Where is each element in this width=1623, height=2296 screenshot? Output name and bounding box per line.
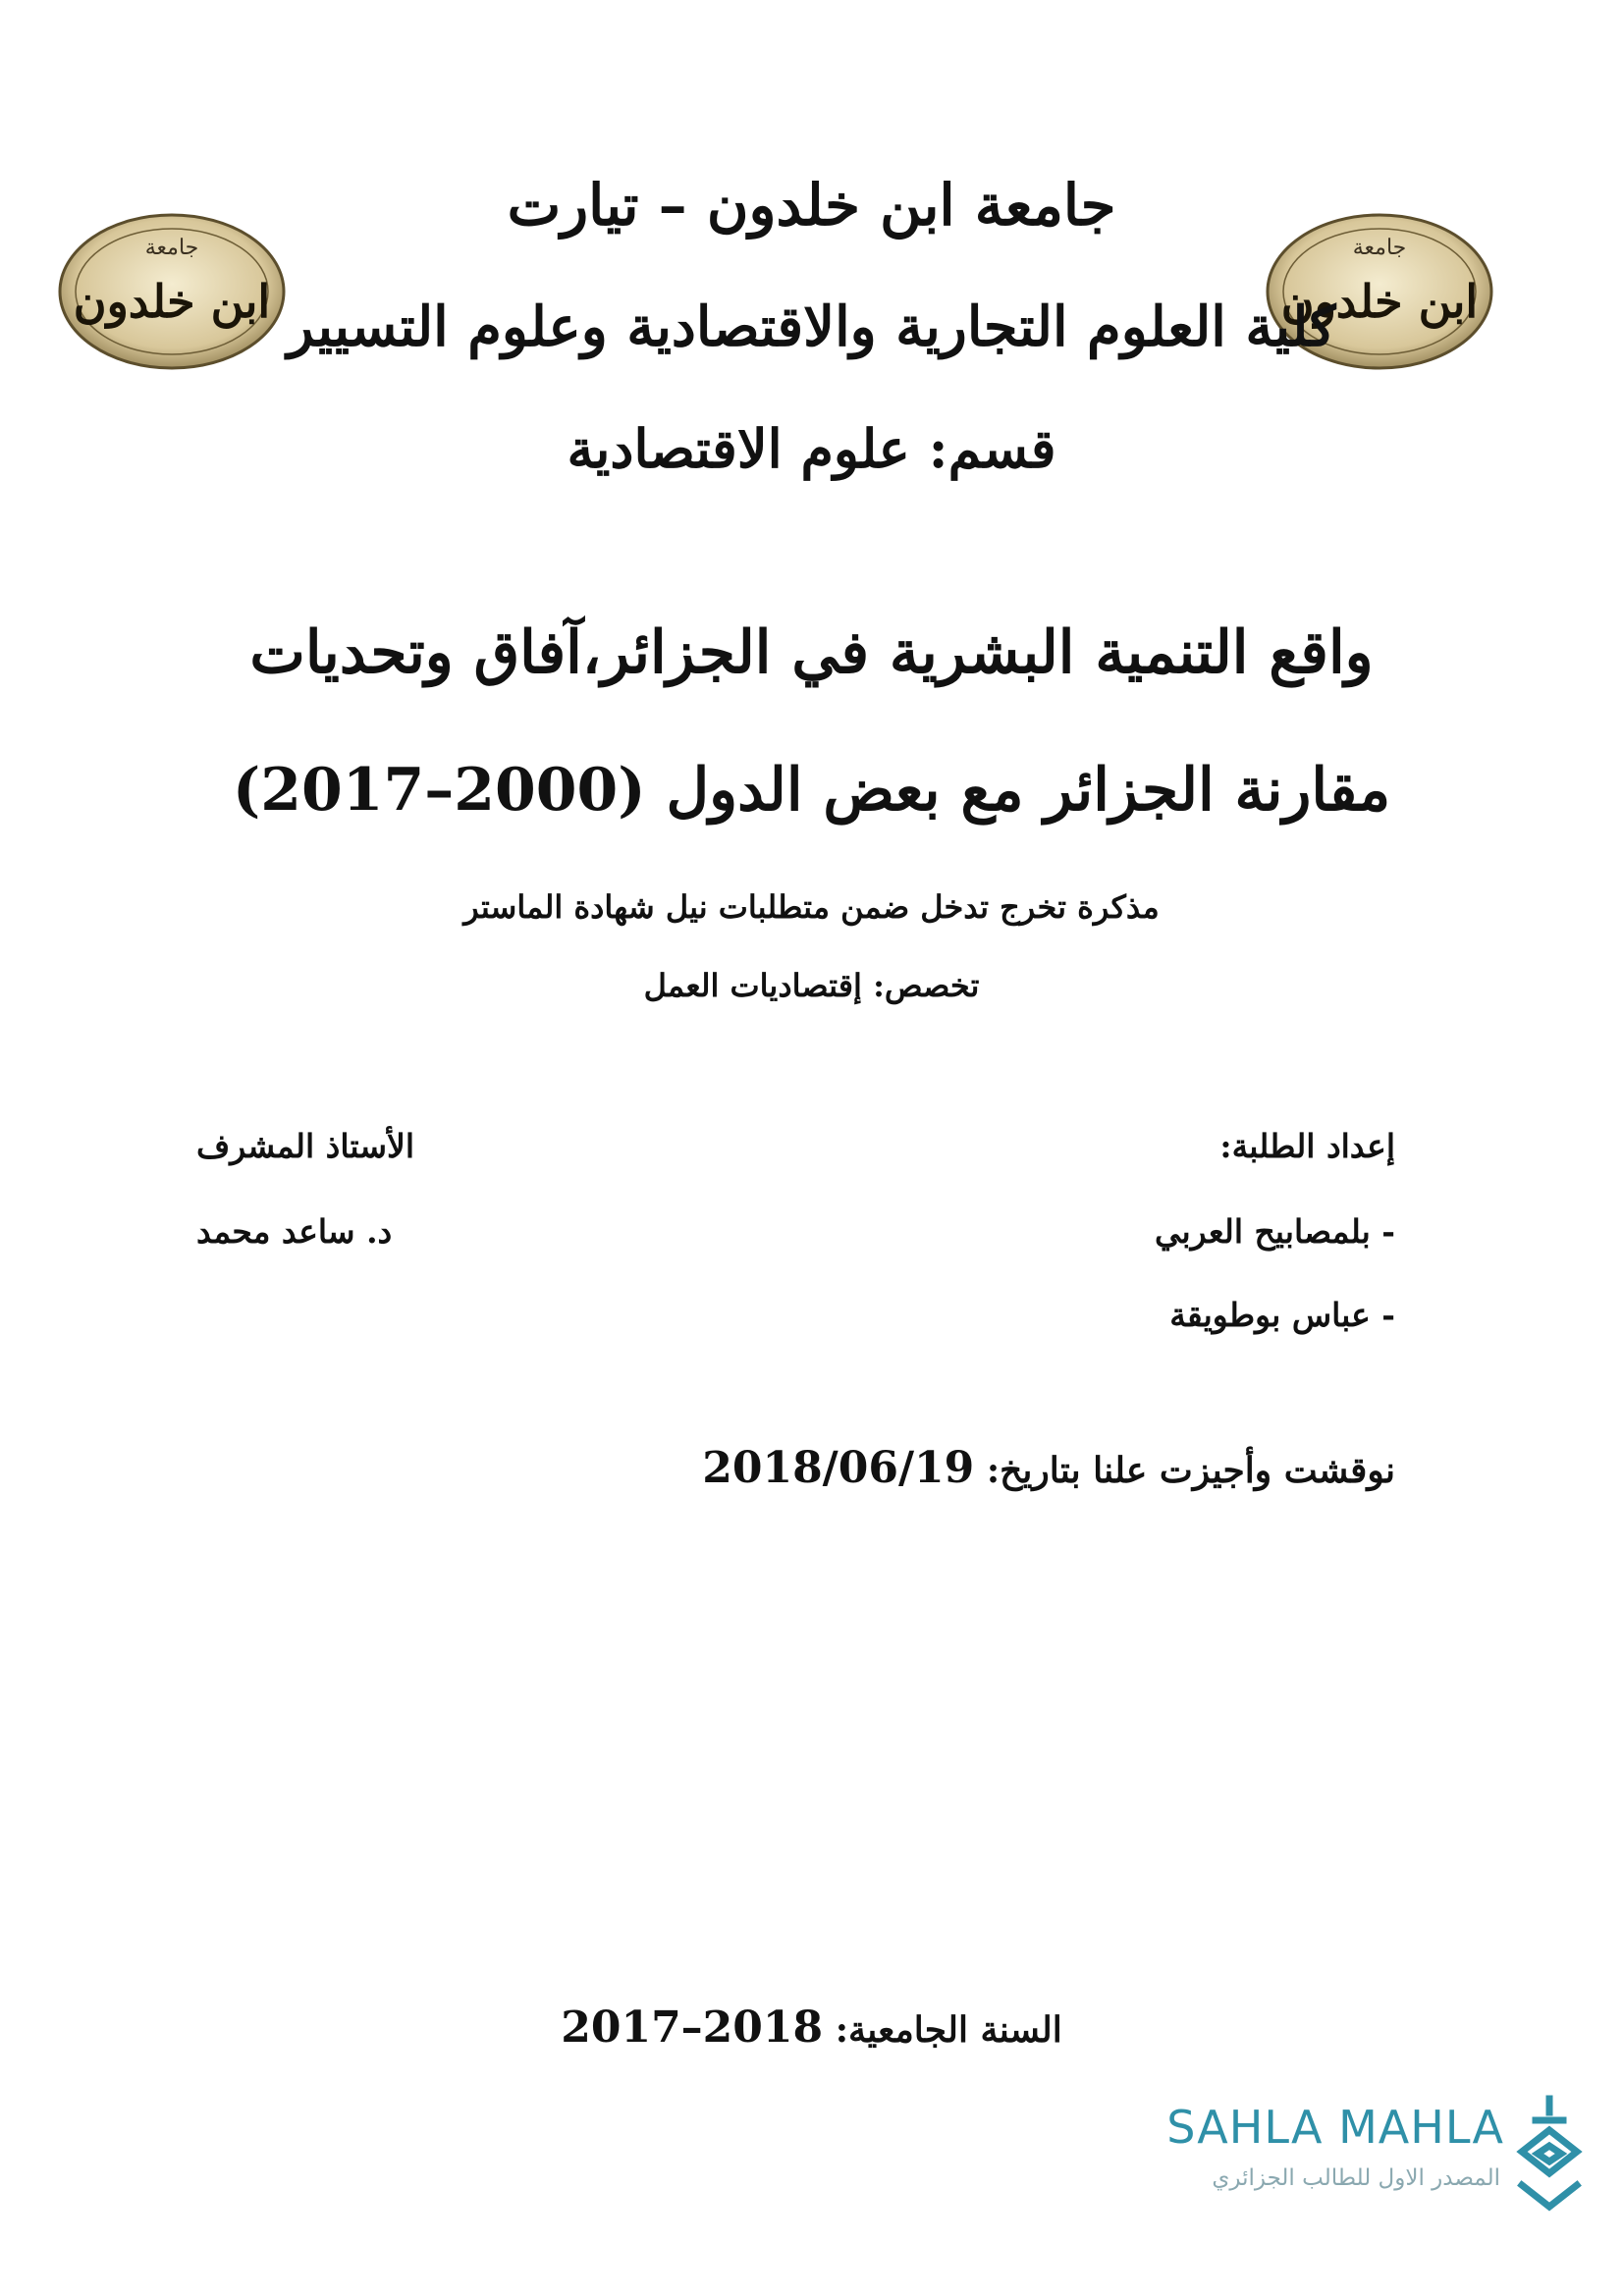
svg-text:جامعة: جامعة: [1352, 236, 1407, 260]
defense-statement: [702, 1443, 1395, 1493]
students-label: إعداد الطلبة:: [1219, 1127, 1395, 1165]
academic-year-value: 2017–2018: [561, 2002, 824, 2053]
svg-text:جامعة: جامعة: [144, 236, 199, 260]
defense-label: نوقشت وأجيزت علنا بتاريخ:: [986, 1450, 1395, 1491]
sahla-mahla-logo: [1159, 2091, 1591, 2238]
svg-text:ابن خلدون: ابن خلدون: [1280, 275, 1479, 328]
supervisor-label: الأستاذ المشرف: [196, 1127, 414, 1165]
thesis-title-line1: واقع التنمية البشرية في الجزائر،آفاق وتحديات: [249, 618, 1374, 687]
svg-text:ابن خلدون: ابن خلدون: [73, 275, 271, 328]
logo-tagline: المصدر الاول للطالب الجزائري: [1212, 2165, 1500, 2191]
university-name: جامعة ابن خلدون – تيارت: [507, 172, 1116, 239]
supervisor-name: د. ساعد محمد: [196, 1212, 393, 1251]
academic-year-label: السنة الجامعية:: [835, 2009, 1062, 2051]
student-name: - بلمصابيح العربي: [1154, 1212, 1395, 1251]
logo-name: SAHLA MAHLA: [1166, 2101, 1504, 2154]
thesis-title-line2: مقارنة الجزائر مع بعض الدول (2000–2017): [232, 756, 1391, 825]
academic-year: [0, 2002, 1623, 2053]
specialty: تخصص: إقتصاديات العمل: [643, 967, 980, 1004]
sahla-mahla-mark-icon: [1508, 2091, 1591, 2218]
student-name: - عباس بوطويقة: [1169, 1296, 1395, 1334]
memo-description: مذكرة تخرج تدخل ضمن متطلبات نيل شهادة الماستر: [463, 888, 1160, 926]
faculty-name: كلية العلوم التجارية والاقتصادية وعلوم التسيير: [287, 294, 1336, 359]
department-name: قسم: علوم الاقتصادية: [567, 417, 1056, 480]
defense-date: 2018/06/19: [702, 1443, 975, 1493]
